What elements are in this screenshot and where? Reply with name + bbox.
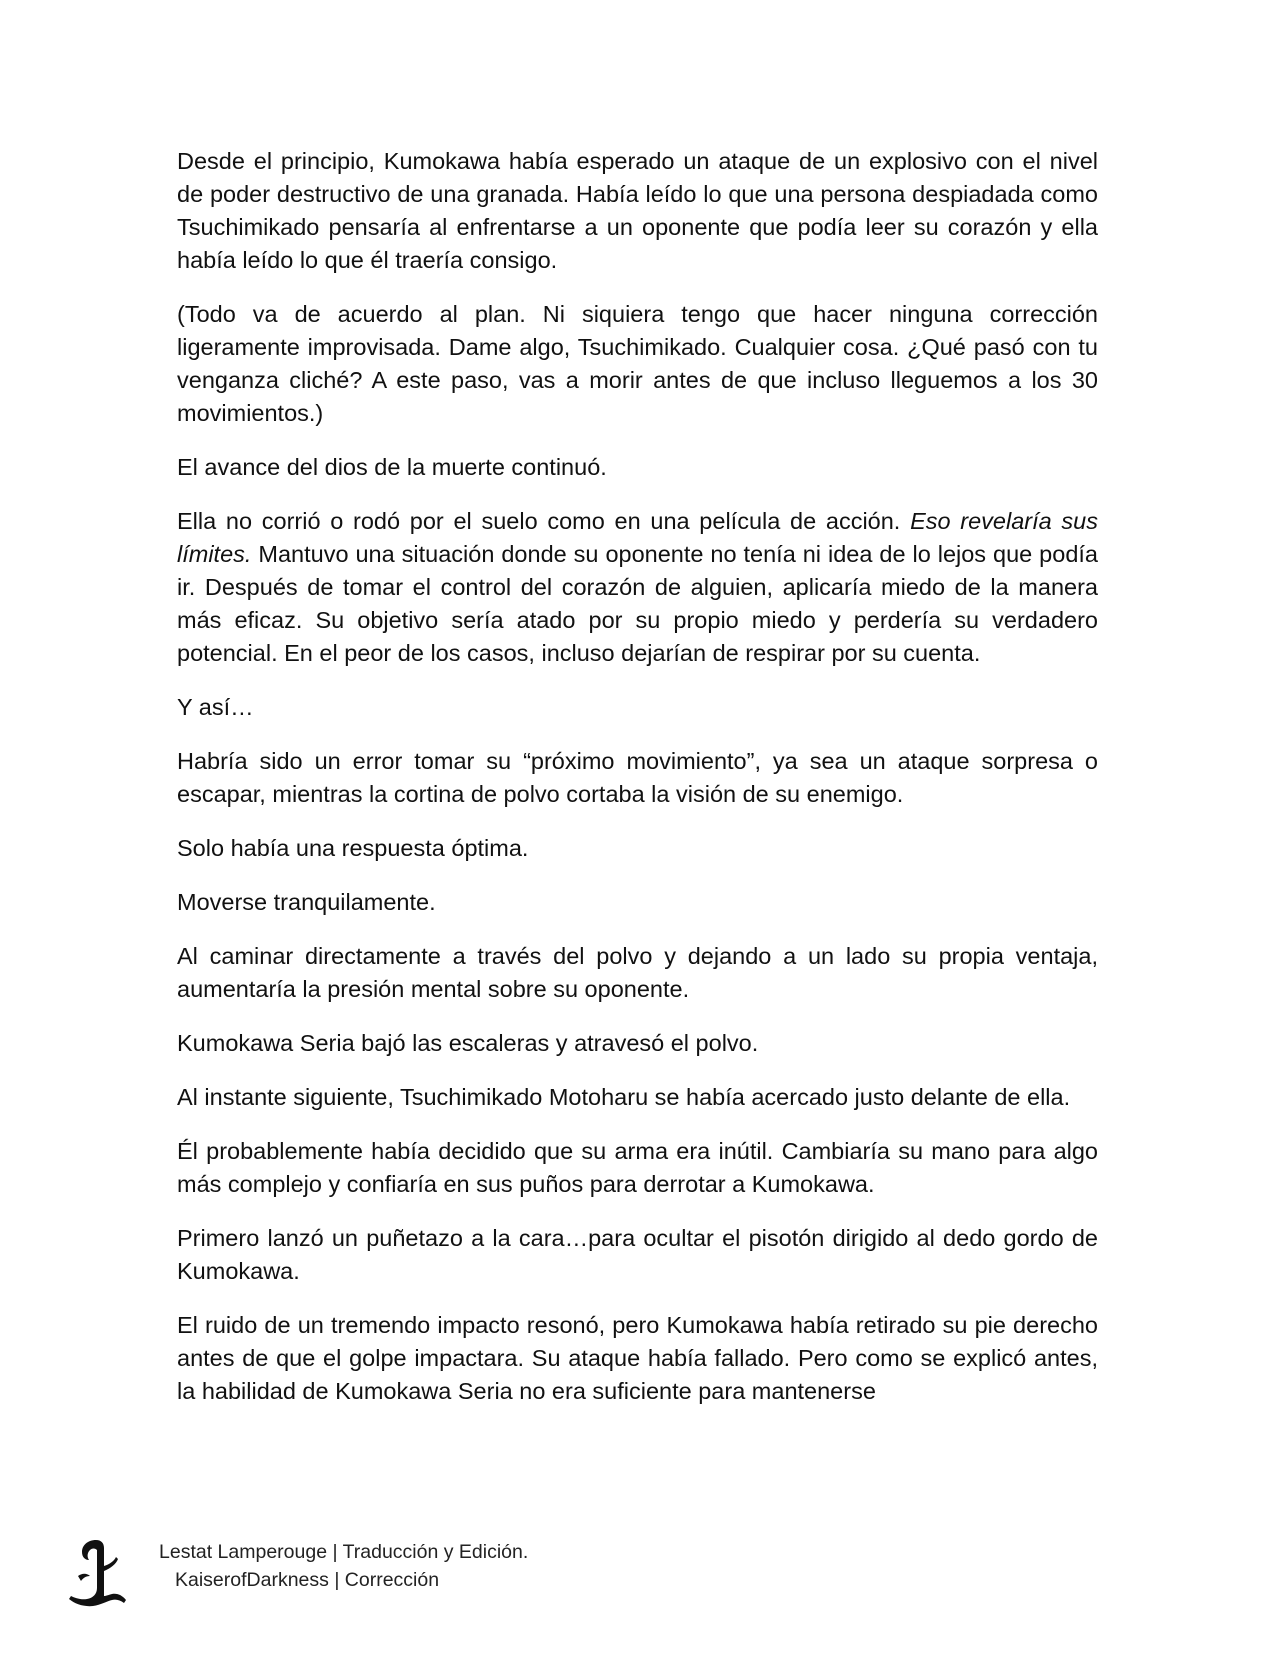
- paragraph: [177, 298, 1098, 430]
- paragraph: [177, 145, 1098, 277]
- gothic-L-logo-icon: [66, 1536, 128, 1610]
- paragraph-text: Al caminar directamente a través del polvo y dejando a un lado su propia ventaja, aumentaría la presión mental sobre su oponente.: [177, 943, 1098, 1002]
- paragraph: [177, 832, 1098, 865]
- paragraph-text: Kumokawa Seria bajó las escaleras y atravesó el polvo.: [177, 1030, 759, 1056]
- paragraph-text: Desde el principio, Kumokawa había esperado un ataque de un explosivo con el nivel de poder destructivo de una granada. Había leído lo que una persona despiadada como Tsuchimikado pensaría al enfrentarse a un oponente que podía leer su corazón y ella había leído lo que él traería consigo.: [177, 148, 1098, 273]
- paragraph: [177, 451, 1098, 484]
- paragraph-text: Moverse tranquilamente.: [177, 889, 436, 915]
- paragraph-text: El ruido de un tremendo impacto resonó, pero Kumokawa había retirado su pie derecho antes de que el golpe impactara. Su ataque había fallado. Pero como se explicó antes, la habilidad de Kumokawa Seria no era suficiente para mantenerse: [177, 1312, 1098, 1404]
- footer: [0, 1536, 1280, 1636]
- page-body: [177, 145, 1098, 1429]
- paragraph-text: El avance del dios de la muerte continuó.: [177, 454, 607, 480]
- footer-credit-correction: KaiserofDarkness | Corrección: [175, 1569, 440, 1591]
- paragraph-text: Él probablemente había decidido que su arma era inútil. Cambiaría su mano para algo más complejo y confiaría en sus puños para derrotar a Kumokawa.: [177, 1138, 1098, 1197]
- paragraph: [177, 745, 1098, 811]
- paragraph: [177, 505, 1098, 670]
- paragraph: [177, 1027, 1098, 1060]
- paragraph: [177, 886, 1098, 919]
- footer-credit-translation: Lestat Lamperouge | Traducción y Edición.: [159, 1541, 529, 1563]
- paragraph-text: (Todo va de acuerdo al plan. Ni siquiera tengo que hacer ninguna corrección ligeramente improvisada. Dame algo, Tsuchimikado. Cualquier cosa. ¿Qué pasó con tu venganza cliché? A este paso, vas a morir antes de que incluso lleguemos a los 30 movimientos.): [177, 301, 1098, 426]
- paragraph: [177, 1222, 1098, 1288]
- paragraph: [177, 1135, 1098, 1201]
- paragraph-text: Y así…: [177, 694, 254, 720]
- italic-text: Eso revelaría sus límites.: [177, 508, 1098, 567]
- paragraph-text: Mantuvo una situación donde su oponente no tenía ni idea de lo lejos que podía ir. Después de tomar el control del corazón de alguien, aplicaría miedo de la manera más eficaz. Su objetivo sería atado por su propio miedo y perdería su verdadero potencial. En el peor de los casos, incluso dejarían de respirar por su cuenta.: [177, 541, 1098, 666]
- paragraph: [177, 940, 1098, 1006]
- paragraph-text: Habría sido un error tomar su “próximo movimiento”, ya sea un ataque sorpresa o escapar, mientras la cortina de polvo cortaba la visión de su enemigo.: [177, 748, 1098, 807]
- paragraph: [177, 691, 1098, 724]
- paragraph-text: Al instante siguiente, Tsuchimikado Motoharu se había acercado justo delante de ella.: [177, 1084, 1071, 1110]
- paragraph: [177, 1309, 1098, 1408]
- paragraph: [177, 1081, 1098, 1114]
- paragraph-text: Ella no corrió o rodó por el suelo como en una película de acción.: [177, 508, 911, 534]
- paragraph-text: Solo había una respuesta óptima.: [177, 835, 529, 861]
- paragraph-text: Primero lanzó un puñetazo a la cara…para ocultar el pisotón dirigido al dedo gordo de Kumokawa.: [177, 1225, 1098, 1284]
